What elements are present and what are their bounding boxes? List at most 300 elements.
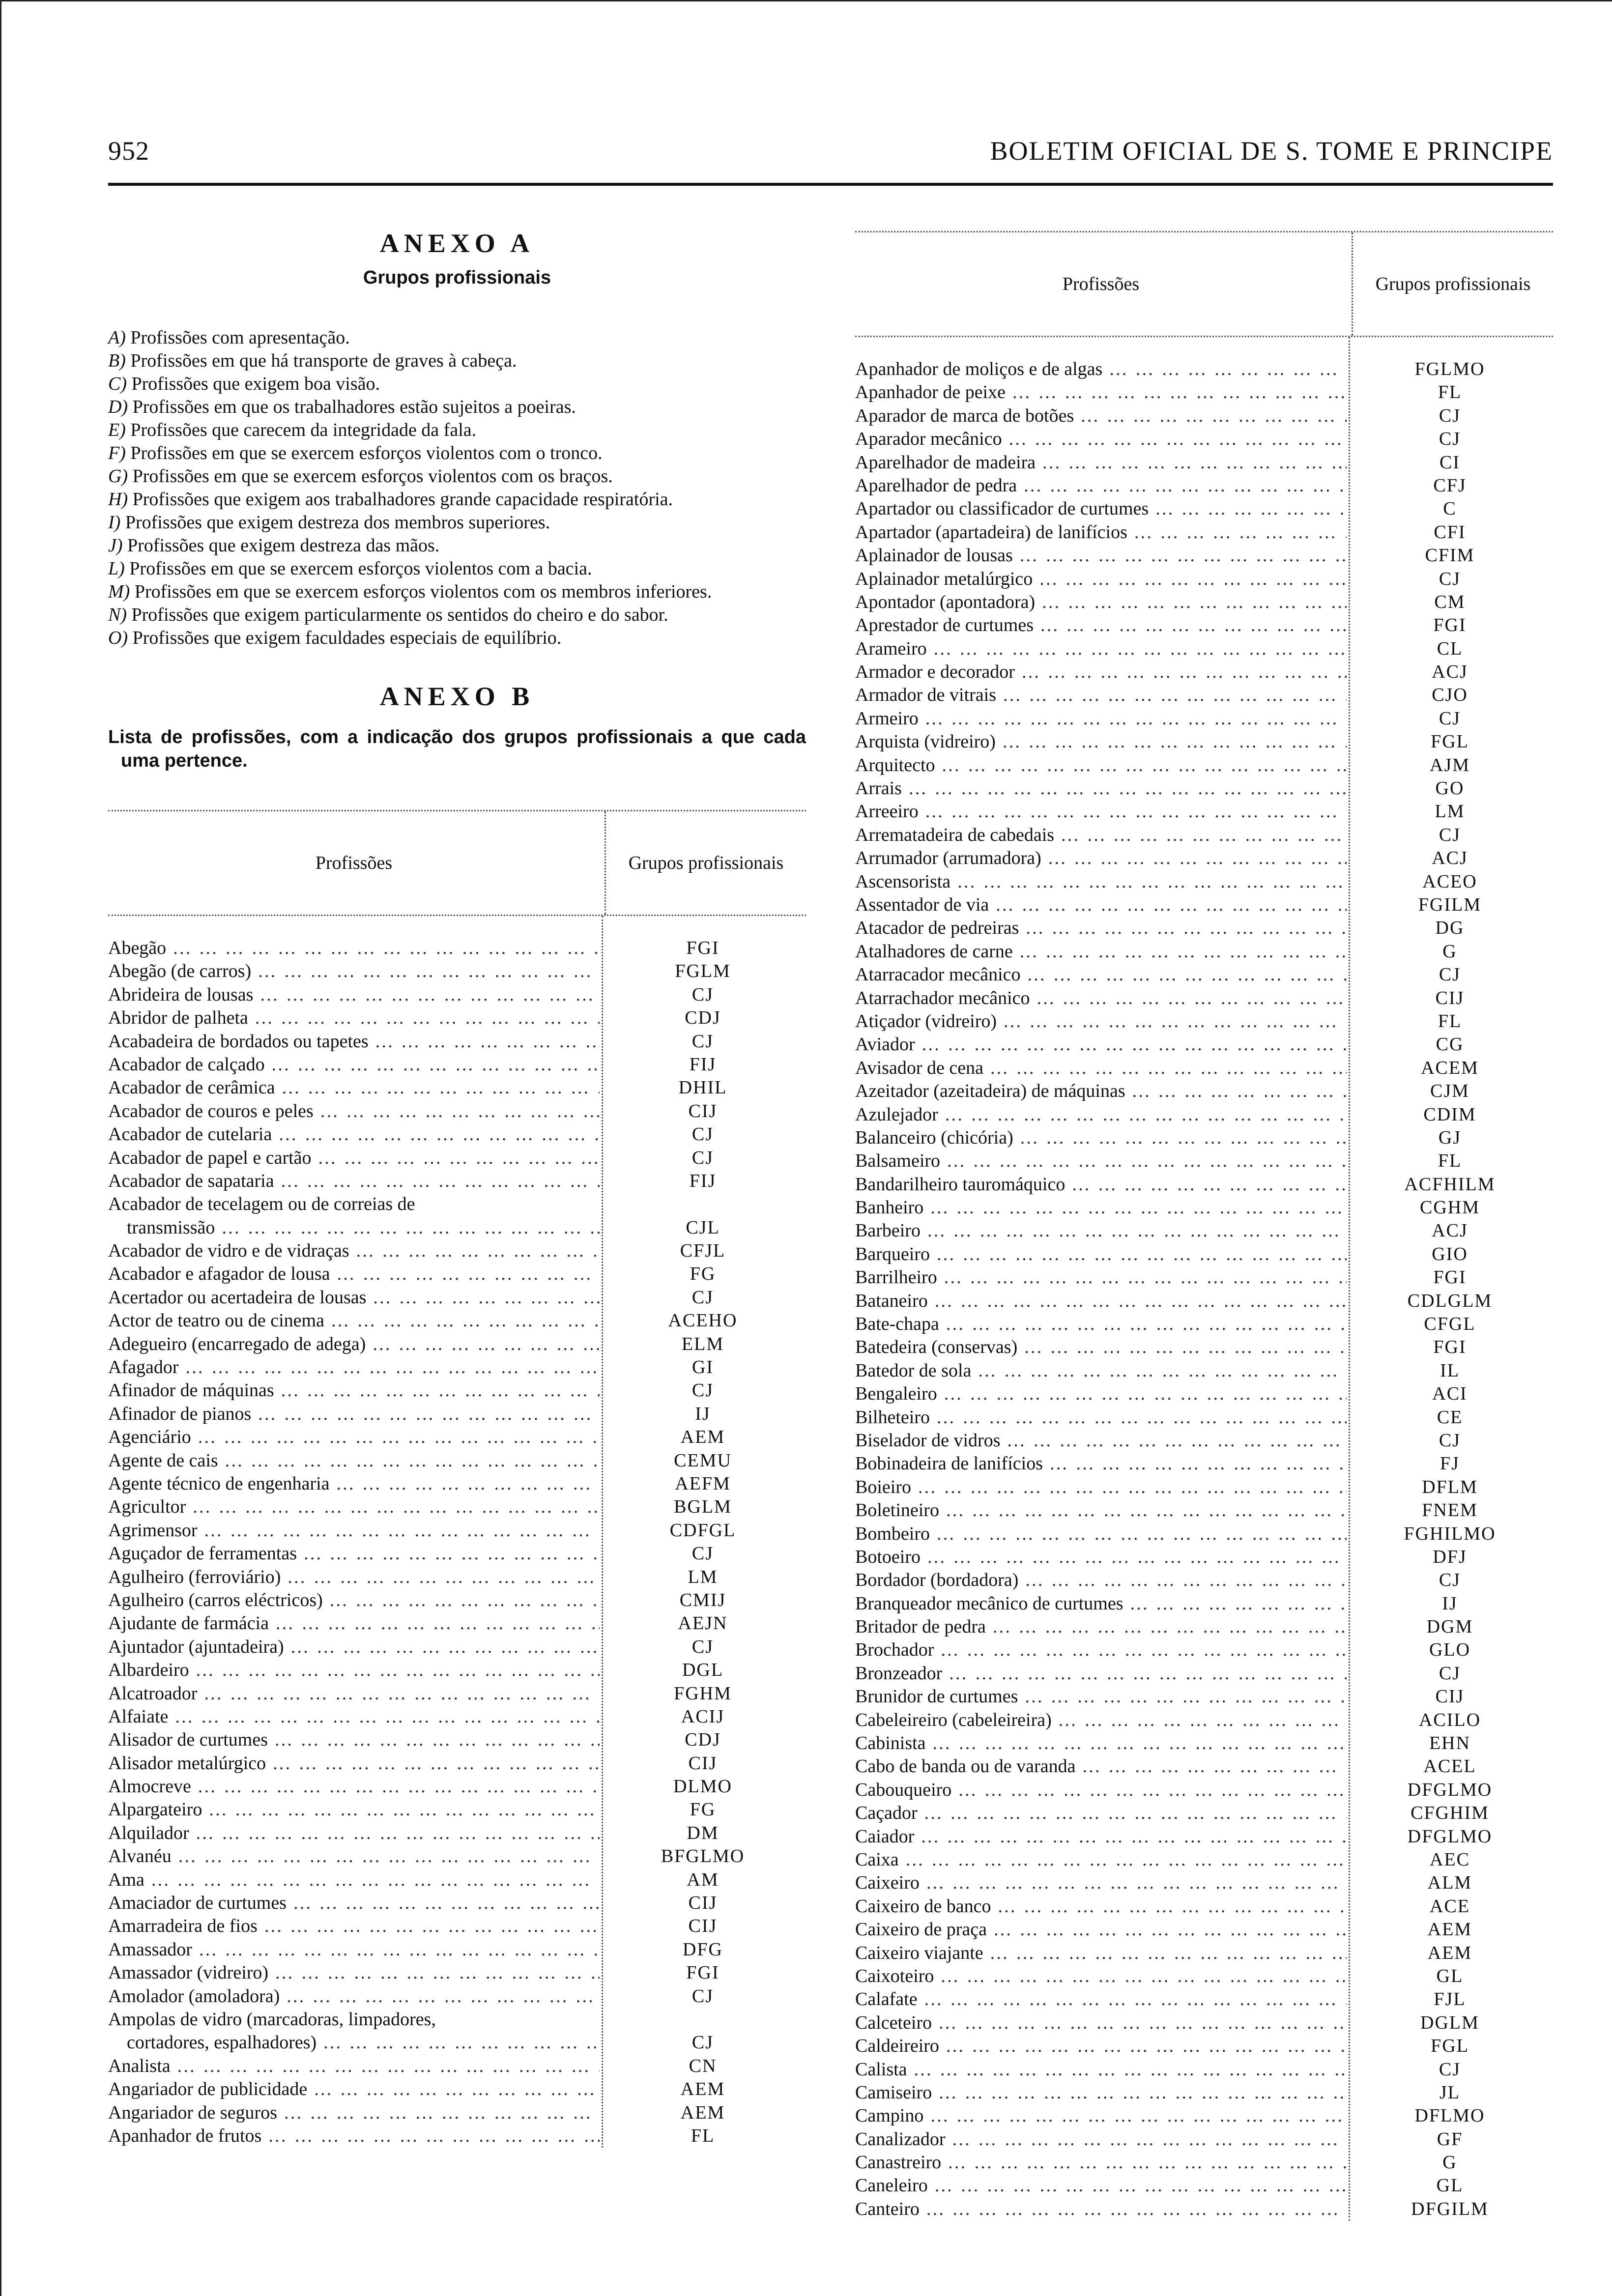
professions-table-left [108, 810, 806, 2148]
profession-name: Cabeleireiro (cabeleireira) … … … … … … … … … … … … … … … … … … [855, 1709, 1347, 1732]
profession-groups: DG [1435, 918, 1465, 939]
profession-groups: DGM [1426, 1616, 1473, 1637]
profession-groups: CL [1437, 638, 1463, 659]
profession-name: Bombeiro … … … … … … … … … … … … … … … … … … [855, 1522, 1347, 1546]
table-row [855, 917, 1553, 940]
profession-groups: ACIJ [681, 1706, 725, 1727]
table-row [855, 2151, 1553, 2174]
profession-groups: CDIM [1423, 1104, 1476, 1125]
table-row [855, 2058, 1553, 2081]
table-row [855, 1871, 1553, 1894]
group-description: Profissões que carecem da integridade da fala. [130, 420, 477, 440]
group-key: C) [108, 373, 127, 394]
column-header-groups: Grupos profissionais [1352, 232, 1553, 336]
profession-name: Biselador de vidros … … … … … … … … … … … … … … … … … … [855, 1429, 1347, 1452]
group-item [108, 373, 806, 396]
table-row [108, 1216, 806, 1239]
group-key: O) [108, 628, 128, 648]
table-row [108, 1449, 806, 1472]
profession-name: Agente de cais … … … … … … … … … … … … … … … … … … [108, 1449, 600, 1472]
table-row [855, 800, 1553, 823]
frame-border-top [0, 0, 1612, 1]
profession-groups: AJM [1429, 754, 1470, 775]
profession-name: Acabador e afagador de lousa … … … … … … … … … … … … … … … … … … [108, 1263, 600, 1286]
table-row [855, 358, 1553, 381]
table-row [855, 2081, 1553, 2104]
table-row [855, 1336, 1553, 1359]
profession-name: Ampolas de vidro (marcadoras, limpadores, [108, 2009, 436, 2030]
column-header-professions: Profissões [1062, 274, 1140, 294]
profession-groups: CI [1439, 452, 1460, 473]
table-body [108, 916, 806, 2148]
profession-name: Acabador de sapataria … … … … … … … … … … … … … … … … … … [108, 1170, 600, 1193]
group-item [108, 396, 806, 419]
profession-name: Aplainador metalúrgico … … … … … … … … … … … … … … … … … … [855, 568, 1347, 591]
profession-groups: CFJ [1433, 475, 1467, 496]
table-row [855, 963, 1553, 986]
profession-groups: FGI [1433, 1337, 1467, 1358]
table-row [855, 637, 1553, 660]
profession-name: Almocreve … … … … … … … … … … … … … … … … … … [108, 1775, 600, 1798]
profession-name: Brochador … … … … … … … … … … … … … … … … … … [855, 1638, 1347, 1662]
profession-groups: CMIJ [679, 1589, 726, 1610]
profession-groups: CJ [691, 1543, 714, 1564]
profession-groups: CJ [691, 1985, 714, 2007]
table-row [108, 1006, 806, 1030]
table-row [855, 1290, 1553, 1313]
profession-name: Albardeiro … … … … … … … … … … … … … … … … … … [108, 1659, 600, 1682]
profession-name: Calafate … … … … … … … … … … … … … … … … … … [855, 1988, 1347, 2011]
profession-name: Amassador (vidreiro) … … … … … … … … … … … … … … … … … … [108, 1961, 600, 1984]
table-row [855, 1243, 1553, 1266]
profession-groups: CE [1437, 1406, 1463, 1428]
table-row [855, 730, 1553, 753]
table-row [108, 1426, 806, 1449]
profession-groups: CJ [691, 2032, 714, 2053]
table-row [855, 1569, 1553, 1592]
profession-groups: IJ [695, 1403, 711, 1424]
table-row [108, 1123, 806, 1146]
profession-groups: AEM [680, 1427, 725, 1448]
profession-groups: CFI [1434, 521, 1466, 543]
group-description: Profissões que exigem particularmente os sentidos do cheiro e do sabor. [131, 604, 668, 625]
table-row [855, 1382, 1553, 1406]
profession-groups: ACEM [1421, 1057, 1479, 1078]
profession-groups: ACFHILM [1404, 1174, 1496, 1195]
profession-groups: DFJ [1433, 1546, 1467, 1567]
table-row [108, 2055, 806, 2078]
profession-name: Atiçador (vidreiro) … … … … … … … … … … … … … … … … … … [855, 1010, 1347, 1033]
profession-name: Canalizador … … … … … … … … … … … … … … … … … … [855, 2128, 1347, 2151]
profession-name: Armador e decorador … … … … … … … … … … … … … … … … … … [855, 660, 1347, 684]
header-rule [108, 183, 1553, 186]
profession-name: Afagador … … … … … … … … … … … … … … … … … … [108, 1356, 600, 1379]
group-description: Profissões em que se exercem esforços violentos com os membros inferiores. [134, 581, 712, 602]
profession-groups: DFLMO [1414, 2105, 1485, 2126]
group-item [108, 488, 806, 511]
profession-groups: FG [690, 1799, 716, 1820]
profession-name: transmissão … … … … … … … … … … … … … … … … … … [108, 1216, 600, 1239]
profession-name: Alisador metalúrgico … … … … … … … … … … … … … … … … … … [108, 1752, 600, 1775]
table-row [855, 1313, 1553, 1336]
profession-groups: CFGL [1424, 1314, 1476, 1335]
table-row [855, 870, 1553, 893]
profession-name: Caixeiro viajante … … … … … … … … … … … … … … … … … … [855, 1942, 1347, 1965]
profession-name: Camiseiro … … … … … … … … … … … … … … … … … … [855, 2081, 1347, 2104]
table-row [108, 937, 806, 960]
table-row [855, 2198, 1553, 2221]
table-row [855, 614, 1553, 637]
column-header-groups: Grupos profissionais [604, 811, 806, 915]
profession-groups: DFGLMO [1407, 1826, 1493, 1847]
table-row [855, 1802, 1553, 1825]
table-row [855, 497, 1553, 520]
profession-groups: AEM [1427, 1942, 1472, 1963]
profession-name: Amassador … … … … … … … … … … … … … … … … … … [108, 1938, 600, 1961]
profession-groups: ELM [681, 1333, 724, 1354]
column-header-professions: Profissões [315, 853, 393, 873]
profession-name: Ajudante de farmácia … … … … … … … … … … … … … … … … … … [108, 1612, 600, 1635]
profession-name: Ajuntador (ajuntadeira) … … … … … … … … … … … … … … … … … … [108, 1636, 600, 1659]
profession-name: Acabador de cutelaria … … … … … … … … … … … … … … … … … … [108, 1123, 600, 1146]
group-key: I) [108, 512, 121, 533]
profession-groups: DFG [682, 1939, 723, 1960]
profession-name: Caixeiro de praça … … … … … … … … … … … … … … … … … … [855, 1918, 1347, 1941]
profession-name: Alfaiate … … … … … … … … … … … … … … … … … … [108, 1705, 600, 1728]
table-row [855, 1988, 1553, 2011]
profession-groups: DGLM [1420, 2012, 1479, 2033]
table-row [108, 1728, 806, 1751]
table-row [108, 1239, 806, 1263]
profession-name: Campino … … … … … … … … … … … … … … … … … … [855, 2104, 1347, 2127]
group-description: Profissões em que há transporte de graves à cabeça. [130, 350, 517, 371]
profession-name: Alcatroador … … … … … … … … … … … … … … … … … … [108, 1682, 600, 1705]
table-row [855, 1638, 1553, 1662]
profession-groups: CDJ [685, 1729, 721, 1751]
profession-groups: GL [1436, 1965, 1464, 1986]
profession-name: Assentador de via … … … … … … … … … … … … … … … … … … [855, 893, 1347, 917]
table-row [855, 1173, 1553, 1196]
table-row [108, 1030, 806, 1053]
profession-groups: FGI [1433, 1267, 1467, 1288]
profession-groups: ALM [1427, 1872, 1472, 1894]
profession-name: Angariador de seguros … … … … … … … … … … … … … … … … … … [108, 2101, 600, 2124]
table-row [108, 1053, 806, 1076]
group-description: Profissões que exigem aos trabalhadores grande capacidade respiratória. [132, 489, 673, 510]
profession-name: Boletineiro … … … … … … … … … … … … … … … … … … [855, 1499, 1347, 1522]
profession-groups: FG [690, 1263, 716, 1285]
profession-groups: GL [1436, 2175, 1464, 2196]
profession-name: Britador de pedra … … … … … … … … … … … … … … … … … … [855, 1615, 1347, 1638]
profession-groups: CJ [1439, 964, 1461, 985]
profession-name: Atacador de pedreiras … … … … … … … … … … … … … … … … … … [855, 917, 1347, 940]
profession-groups: AEM [680, 2102, 725, 2123]
profession-groups [600, 2008, 806, 2031]
table-row [855, 1848, 1553, 1871]
table-row [108, 1961, 806, 1984]
profession-groups: FJ [1440, 1453, 1460, 1474]
annex-a-subtitle: Grupos profissionais [363, 267, 551, 288]
profession-groups: FGHM [674, 1683, 732, 1704]
group-description: Profissões que exigem boa visão. [131, 373, 380, 394]
profession-name: Abridor de palheta … … … … … … … … … … … … … … … … … … [108, 1006, 600, 1030]
profession-groups: ACEO [1422, 871, 1477, 892]
group-key: H) [108, 489, 128, 510]
profession-groups: CIJ [688, 1916, 718, 1937]
profession-name: Avisador de cena … … … … … … … … … … … … … … … … … … [855, 1057, 1347, 1080]
running-title: BOLETIM OFICIAL DE S. TOME E PRINCIPE [990, 136, 1553, 166]
profession-groups: DFLM [1422, 1476, 1478, 1497]
profession-name: Caçador … … … … … … … … … … … … … … … … … … [855, 1802, 1347, 1825]
table-body [855, 337, 1553, 2221]
profession-name: Aparador mecânico … … … … … … … … … … … … … … … … … … [855, 428, 1347, 451]
table-row [855, 1359, 1553, 1382]
profession-name: Aprestador de curtumes … … … … … … … … … … … … … … … … … … [855, 614, 1347, 637]
table-row [108, 1356, 806, 1379]
group-key: B) [108, 350, 126, 371]
table-row [108, 2078, 806, 2101]
profession-groups: IJ [1442, 1593, 1458, 1614]
profession-groups: FGHILMO [1404, 1523, 1496, 1544]
profession-name: Caiador … … … … … … … … … … … … … … … … … … [855, 1825, 1347, 1848]
profession-name: Arreeiro … … … … … … … … … … … … … … … … … … [855, 800, 1347, 823]
profession-groups: DFGILM [1411, 2198, 1489, 2219]
profession-groups: C [1443, 498, 1457, 519]
table-row [108, 1333, 806, 1356]
profession-name: Acabador de couros e peles … … … … … … … … … … … … … … … … … … [108, 1100, 600, 1123]
table-row [855, 1499, 1553, 1522]
profession-groups: FGI [1433, 615, 1467, 636]
profession-groups: CJ [691, 1147, 714, 1168]
profession-groups: GIO [1432, 1243, 1468, 1264]
table-row [108, 1775, 806, 1798]
profession-groups: FJL [1434, 1989, 1466, 2010]
annex-b-title: ANEXO B [379, 682, 535, 711]
group-item [108, 580, 806, 603]
table-row [108, 1542, 806, 1565]
profession-name: Amolador (amoladora) … … … … … … … … … … … … … … … … … … [108, 1985, 600, 2008]
profession-name: Calista … … … … … … … … … … … … … … … … … … [855, 2058, 1347, 2081]
group-description: Profissões em que os trabalhadores estão sujeitos a poeiras. [132, 397, 576, 417]
profession-name: Bobinadeira de lanifícios … … … … … … … … … … … … … … … … … … [855, 1452, 1347, 1475]
table-row [108, 1589, 806, 1612]
profession-groups: CFGHIM [1410, 1803, 1489, 1824]
table-row [108, 1659, 806, 1682]
profession-name: Angariador de publicidade … … … … … … … … … … … … … … … … … … [108, 2078, 600, 2101]
profession-name: Botoeiro … … … … … … … … … … … … … … … … … … [855, 1546, 1347, 1569]
group-description: Profissões que exigem destreza dos membros superiores. [125, 512, 550, 533]
profession-groups: CDFGL [669, 1520, 736, 1541]
table-row [108, 1985, 806, 2008]
profession-groups: FL [1438, 382, 1462, 403]
profession-groups: CDLGLM [1407, 1290, 1493, 1311]
profession-name: Afinador de pianos … … … … … … … … … … … … … … … … … … [108, 1403, 600, 1426]
professions-table-right [855, 231, 1553, 2221]
profession-groups: FGLM [675, 961, 731, 982]
table-row [855, 1592, 1553, 1615]
table-row [108, 1403, 806, 1426]
table-row [855, 2104, 1553, 2127]
profession-groups: CIJ [1435, 987, 1465, 1008]
profession-groups: FGL [1431, 2036, 1469, 2057]
group-description: Profissões com apresentação. [130, 327, 350, 348]
profession-groups: LM [688, 1566, 718, 1587]
profession-groups: CJO [1432, 685, 1468, 706]
group-key: M) [108, 581, 130, 602]
profession-name: Caldeireiro … … … … … … … … … … … … … … … … … … [855, 2035, 1347, 2058]
profession-name: Balanceiro (chicória) … … … … … … … … … … … … … … … … … … [855, 1126, 1347, 1149]
table-row [855, 2035, 1553, 2058]
profession-groups: CIJ [688, 1752, 718, 1774]
profession-groups: CEMU [674, 1450, 732, 1471]
profession-name: Azulejador … … … … … … … … … … … … … … … … … … [855, 1103, 1347, 1126]
profession-groups: CJ [1439, 824, 1461, 845]
profession-name: Armeiro … … … … … … … … … … … … … … … … … … [855, 707, 1347, 730]
table-row [108, 2124, 806, 2148]
profession-name: Apanhador de moliços e de algas … … … … … … … … … … … … … … … … … … [855, 358, 1347, 381]
profession-name: Bilheteiro … … … … … … … … … … … … … … … … … … [855, 1406, 1347, 1429]
page-number: 952 [108, 136, 149, 166]
profession-groups: FIJ [689, 1170, 717, 1191]
profession-name: Apartador (apartadeira) de lanifícios … … … … … … … … … … … … … … … … … … [855, 521, 1347, 544]
table-row [855, 1918, 1553, 1941]
profession-name: Cabo de banda ou de varanda … … … … … … … … … … … … … … … … … … [855, 1755, 1347, 1778]
table-row [855, 707, 1553, 730]
group-key: G) [108, 466, 128, 487]
group-description: Profissões que exigem destreza das mãos. [127, 535, 440, 556]
table-row [855, 1126, 1553, 1149]
profession-groups: FNEM [1422, 1500, 1478, 1521]
page-header [108, 136, 1553, 175]
table-row [855, 1615, 1553, 1638]
profession-name: Amaciador de curtumes … … … … … … … … … … … … … … … … … … [108, 1892, 600, 1915]
table-row [108, 983, 806, 1006]
profession-name: Adegueiro (encarregado de adega) … … … … … … … … … … … … … … … … … … [108, 1333, 600, 1356]
profession-groups: BGLM [674, 1496, 732, 1518]
profession-name: Barrilheiro … … … … … … … … … … … … … … … … … … [855, 1266, 1347, 1289]
profession-name: Abrideira de lousas … … … … … … … … … … … … … … … … … … [108, 983, 600, 1006]
profession-groups: CJ [691, 1031, 714, 1052]
profession-name: Atalhadores de carne … … … … … … … … … … … … … … … … … … [855, 940, 1347, 963]
profession-name: Caixeiro de banco … … … … … … … … … … … … … … … … … … [855, 1895, 1347, 1918]
group-item [108, 557, 806, 580]
table-row [855, 1662, 1553, 1685]
profession-groups: CJ [1439, 1663, 1461, 1684]
profession-groups: BFGLMO [661, 1846, 745, 1867]
profession-name: Amarradeira de fios … … … … … … … … … … … … … … … … … … [108, 1915, 600, 1938]
profession-name: Agulheiro (ferroviário) … … … … … … … … … … … … … … … … … … [108, 1566, 600, 1589]
table-row [855, 591, 1553, 614]
profession-groups: CJ [1439, 708, 1461, 729]
profession-groups: DGL [682, 1660, 724, 1681]
group-description: Profissões em que se exercem esforços violentos com os braços. [132, 466, 613, 487]
profession-groups: GJ [1438, 1127, 1462, 1148]
profession-name: Aparador de marca de botões … … … … … … … … … … … … … … … … … … [855, 404, 1347, 428]
group-key: A) [108, 327, 126, 348]
profession-groups: FGI [686, 1962, 720, 1983]
profession-groups: CJ [1439, 429, 1461, 450]
profession-name: Alquilador … … … … … … … … … … … … … … … … … … [108, 1822, 600, 1845]
group-key: L) [108, 558, 125, 579]
profession-groups: FIJ [689, 1054, 717, 1075]
profession-groups: ACEHO [668, 1310, 738, 1331]
table-row [855, 893, 1553, 917]
profession-name: Agente técnico de engenharia … … … … … … … … … … … … … … … … … … [108, 1472, 600, 1495]
table-row [108, 2031, 806, 2054]
profession-groups: AEM [680, 2079, 725, 2100]
table-row [855, 987, 1553, 1010]
table-row [855, 1755, 1553, 1778]
profession-name: Bataneiro … … … … … … … … … … … … … … … … … … [855, 1290, 1347, 1313]
profession-groups: CGHM [1419, 1197, 1480, 1218]
table-row [855, 521, 1553, 544]
profession-groups: IL [1440, 1360, 1460, 1381]
table-row [108, 1286, 806, 1309]
group-key: N) [108, 604, 127, 625]
profession-groups: JL [1439, 2082, 1460, 2103]
profession-name: Apanhador de frutos … … … … … … … … … … … … … … … … … … [108, 2124, 600, 2148]
table-row [855, 1965, 1553, 1988]
profession-groups: AEJN [678, 1613, 728, 1634]
profession-name: Canteiro … … … … … … … … … … … … … … … … … … [855, 2198, 1347, 2221]
table-row [855, 404, 1553, 428]
table-row [108, 1845, 806, 1868]
table-row [108, 2101, 806, 2124]
table-row [855, 2174, 1553, 2197]
table-row [855, 1522, 1553, 1546]
profession-groups: CJ [1439, 2059, 1461, 2080]
table-row [108, 1892, 806, 1915]
table-row [855, 1033, 1553, 1056]
profession-groups: CIJ [688, 1893, 718, 1914]
profession-name: Arameiro … … … … … … … … … … … … … … … … … … [855, 637, 1347, 660]
profession-name: Arrumador (arrumadora) … … … … … … … … … … … … … … … … … … [855, 847, 1347, 870]
profession-groups: AEC [1430, 1849, 1470, 1870]
table-row [108, 1309, 806, 1332]
profession-name: Abegão (de carros) … … … … … … … … … … … … … … … … … … [108, 960, 600, 983]
table-row [108, 1612, 806, 1635]
table-row [855, 2128, 1553, 2151]
table-row [855, 1219, 1553, 1242]
table-row [108, 1752, 806, 1775]
profession-groups: ACEL [1423, 1756, 1476, 1777]
profession-name: Batedor de sola … … … … … … … … … … … … … … … … … … [855, 1359, 1347, 1382]
profession-groups: ACI [1432, 1383, 1468, 1405]
table-row [108, 1566, 806, 1589]
group-key: J) [108, 535, 123, 556]
profession-name: Agulheiro (carros eléctricos) … … … … … … … … … … … … … … … … … … [108, 1589, 600, 1612]
group-key: E) [108, 420, 126, 440]
profession-name: Afinador de máquinas … … … … … … … … … … … … … … … … … … [108, 1379, 600, 1402]
profession-name: Branqueador mecânico de curtumes … … … … … … … … … … … … … … … … … … [855, 1592, 1347, 1615]
profession-name: Bordador (bordadora) … … … … … … … … … … … … … … … … … … [855, 1569, 1347, 1592]
profession-groups: DHIL [678, 1077, 727, 1098]
table-row [108, 1705, 806, 1728]
table-row [855, 1732, 1553, 1755]
table-row [855, 754, 1553, 777]
table-row [108, 1263, 806, 1286]
profession-groups: CIJ [1435, 1686, 1465, 1707]
profession-groups: ACILO [1418, 1709, 1481, 1730]
table-row [855, 1895, 1553, 1918]
profession-groups: CJ [1439, 405, 1461, 426]
table-row [855, 1057, 1553, 1080]
profession-name: Caixoteiro … … … … … … … … … … … … … … … … … … [855, 1965, 1347, 1988]
table-row [108, 1822, 806, 1845]
profession-groups: LM [1435, 801, 1465, 822]
profession-groups: DLMO [673, 1776, 732, 1797]
profession-name: Alisador de curtumes … … … … … … … … … … … … … … … … … … [108, 1728, 600, 1751]
